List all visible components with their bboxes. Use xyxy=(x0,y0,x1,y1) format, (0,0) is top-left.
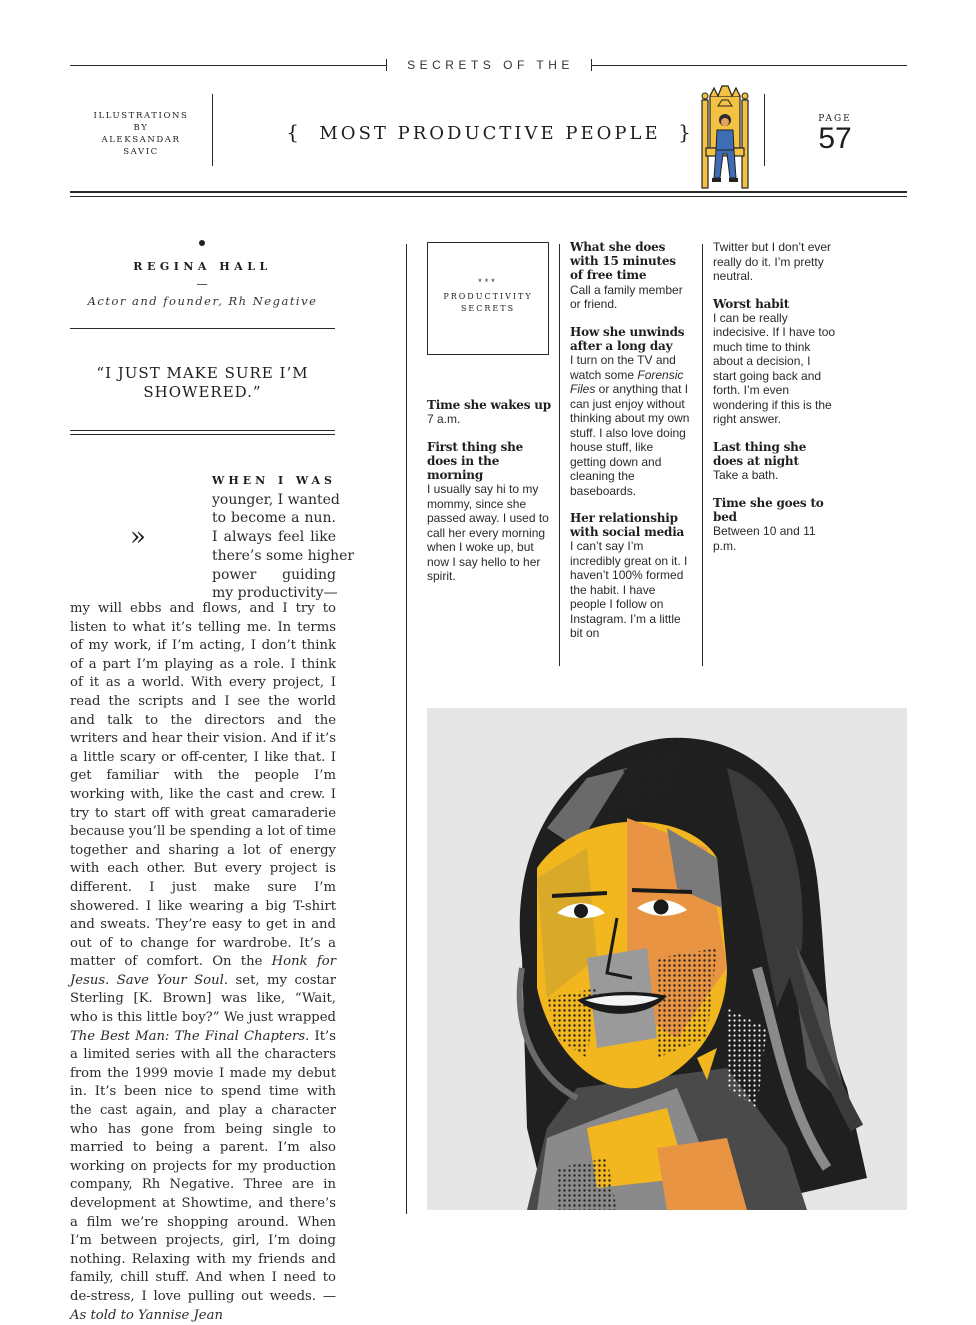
secret-item xyxy=(570,240,692,312)
brace-open: { xyxy=(286,120,302,144)
secret-heading: How she unwinds after a long day xyxy=(570,324,685,353)
body-part: set, my costar Sterling [K. Brown] was like, “Wait, who is this little boy?” We just wrapped xyxy=(70,972,336,1026)
portrait-svg xyxy=(427,708,907,1210)
header-bottom-rule-1 xyxy=(70,191,907,193)
secret-item xyxy=(570,511,692,641)
secret-heading: Worst habit xyxy=(713,296,790,311)
credit-line: BY xyxy=(133,123,149,133)
column-divider-2 xyxy=(559,244,560,666)
quote-top-rule xyxy=(70,328,335,329)
secret-text: I can be really indecisive. If I have too much time to think about a decision, I start going back and forth. I’m even wondering if this is the right answer. xyxy=(713,310,836,427)
article-lead xyxy=(212,472,355,603)
name-dash xyxy=(197,284,207,285)
lead-line: power guiding xyxy=(212,566,336,583)
secret-item xyxy=(713,297,837,427)
header-kicker: SECRETS OF THE xyxy=(407,58,574,72)
page-title xyxy=(230,120,750,144)
rule-tick-left xyxy=(386,59,387,71)
lead-line: I always feel like xyxy=(212,529,336,546)
secret-text: 7 a.m. xyxy=(427,412,461,427)
page-number: 57 xyxy=(818,122,852,155)
secret-continued: Twitter but I don’t ever really do it. I’m pretty neutral. xyxy=(713,240,832,283)
header-top-rule-left xyxy=(70,65,386,66)
header-divider-left xyxy=(212,94,213,166)
secret-text xyxy=(570,353,692,498)
illustration-credit xyxy=(80,110,202,158)
secret-heading: Last thing she does at night xyxy=(713,439,807,468)
secrets-box xyxy=(427,242,549,355)
header-divider-right xyxy=(764,94,765,166)
box-label-line: PRODUCTIVITY xyxy=(443,292,533,301)
chevron-icon: » xyxy=(130,522,146,552)
body-part: my will ebbs and flows, and I try to listen to what it’s telling me. In terms of my work, if I’m acting, I don’t think of a part I’m playing as a role. I think of it as a world. With every project, I read the scripts and I see the world and talk to the directors and the writers and hear their vision. And if it’s a little scary or off-center, I like that. I get familiar with the people I’m working with, like the cast and crew. I try to start off with great camaraderie because you’ll be spending a lot of time together and sharing a lot of energy with each other. But every project is different. I just make sure I’m showered. I like wearing a big T-shirt and sweats. They’re easy to get in and out of to change for wardrobe. It’s a matter of comfort. On the xyxy=(70,601,336,970)
secret-heading: Time she wakes up xyxy=(427,398,551,412)
secret-item xyxy=(713,496,837,553)
lead-line: younger, I wanted xyxy=(212,491,340,508)
secret-heading: First thing she does in the morning xyxy=(427,439,524,483)
throne-illustration xyxy=(694,86,756,194)
page-title-text: MOST PRODUCTIVE PEOPLE xyxy=(319,123,661,144)
secrets-col-1 xyxy=(427,398,553,597)
column-divider-main xyxy=(406,244,407,1214)
secret-text: Between 10 and 11 p.m. xyxy=(713,524,816,553)
pull-quote: “I JUST MAKE SURE I’M SHOWERED.” xyxy=(96,364,309,401)
box-label-line: SECRETS xyxy=(460,304,516,313)
page-label: PAGE xyxy=(818,114,852,124)
secret-item xyxy=(427,398,553,427)
column-divider-3 xyxy=(702,244,703,666)
body-part: It’s a limited series with all the characters from the 1999 movie I made my debut in. It’s been nice to spend time with the cast again, and play a character who has gone from being single to married to being a parent. I’m also working on projects for my production company, Rh Negative. Three are in development at Showtime, and there’s a film we’re shopping around. When I’m between projects, girl, I’m doing nothing. Relaxing with my friends and family, chill stuff. And when I need to de-stress, I love pulling out weeds. xyxy=(70,1028,336,1304)
secret-item xyxy=(427,440,553,584)
portrait-illustration xyxy=(427,708,907,1210)
secret-text-part: or anything that I can just enjoy without thinking about my own stuff. I also love doing house stuff, like getting down and cleaning the baseboards. xyxy=(570,382,690,498)
header-top-rule-right xyxy=(591,65,907,66)
box-label xyxy=(428,291,548,315)
secret-heading: Her relationship with social media xyxy=(570,511,685,540)
box-stars: *** xyxy=(478,277,498,287)
body-italic: Honk for Jesus. Save Your Soul. xyxy=(70,954,337,988)
signoff: —As told to Yannise Jean xyxy=(70,1288,336,1323)
secret-text: I usually say hi to my mommy, since she passed away. I used to call her every morning when I woke up, but now I say hello to her spirit. xyxy=(427,482,549,584)
brace-close: } xyxy=(678,120,694,144)
secrets-col-3 xyxy=(713,240,837,566)
lead-line: to become a nun. xyxy=(212,510,336,527)
credit-line: ALEKSANDAR xyxy=(101,135,181,145)
article-body xyxy=(70,600,336,1325)
quote-bottom-rule-1 xyxy=(70,430,335,431)
secret-text: I can’t say I’m incredibly great on it. I haven’t 100% formed the habit. I have people I follow on Instagram. I’m a little bit on xyxy=(570,539,688,641)
lead-line: there’s some higher xyxy=(212,547,355,564)
body-italic: The Best Man: The Final Chapters. xyxy=(70,1028,310,1044)
secret-text-italic: Forensic Files xyxy=(570,367,684,397)
secret-text: Take a bath. xyxy=(713,468,779,483)
secret-item xyxy=(713,440,837,483)
profile-role: Actor and founder, Rh Negative xyxy=(87,294,318,308)
lead-line: WHEN I WAS xyxy=(212,474,336,487)
quote-bottom-rule-2 xyxy=(70,434,335,435)
credit-line: ILLUSTRATIONS xyxy=(93,111,189,121)
secret-heading: Time she goes to bed xyxy=(713,495,824,524)
secret-heading: What she does with 15 minutes of free time xyxy=(570,240,676,283)
secret-text-part: I turn on the TV and watch some xyxy=(570,353,676,382)
profile-name: REGINA HALL xyxy=(133,260,272,273)
secret-text: Call a family member or friend. xyxy=(570,282,683,312)
lead-line: my productivity— xyxy=(212,585,338,602)
credit-line: SAVIC xyxy=(123,147,159,157)
secrets-col-2 xyxy=(570,240,692,654)
secret-item xyxy=(570,325,692,498)
header-bottom-rule-2 xyxy=(70,196,907,197)
bullet-dot xyxy=(199,240,205,246)
